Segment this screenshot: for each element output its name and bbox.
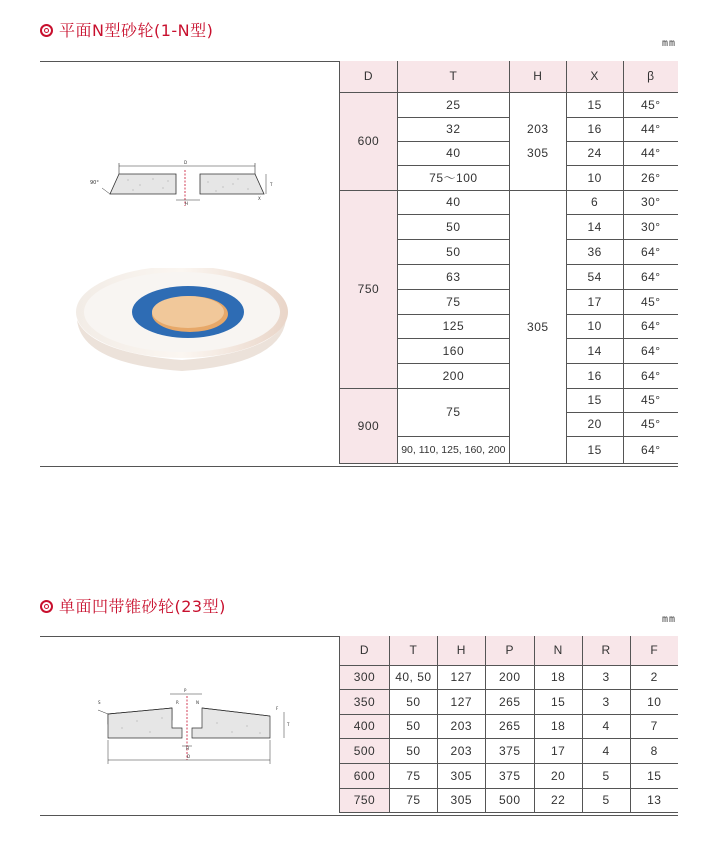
cell-X: 15: [566, 92, 623, 117]
section1-wheel-diagram: [88, 160, 282, 208]
table-row: [340, 665, 679, 689]
table-row: [340, 788, 679, 812]
cell-D: 750: [340, 788, 390, 812]
cell-beta: 64°: [623, 314, 678, 338]
cell-beta: 64°: [623, 264, 678, 289]
cell-beta: 64°: [623, 363, 678, 388]
cell-P: 265: [485, 714, 534, 738]
cell-R: 3: [582, 665, 630, 689]
header-beta: β: [623, 61, 678, 92]
cell-beta: 64°: [623, 239, 678, 264]
svg-text:X: X: [258, 196, 261, 201]
section1-bottom-rule: [40, 466, 678, 467]
svg-text:S: S: [98, 700, 101, 705]
cell-N: 20: [534, 763, 582, 788]
svg-text:R: R: [176, 700, 179, 705]
svg-text:T: T: [287, 722, 290, 727]
cell-T: 75～100: [397, 165, 509, 190]
cell-N: 18: [534, 714, 582, 738]
cell-P: 375: [485, 763, 534, 788]
cell-P: 265: [485, 689, 534, 714]
cell-X: 36: [566, 239, 623, 264]
svg-text:P: P: [184, 688, 187, 693]
cell-H: 203 305: [509, 92, 566, 190]
angle-label: 90°: [90, 180, 99, 186]
cell-T: 40, 50: [389, 665, 437, 689]
double-circle-icon: [40, 600, 53, 613]
header-N: N: [534, 636, 582, 665]
section2-unit: mm: [661, 614, 676, 625]
section1-title: 平面N型砂轮(1-N型): [40, 18, 213, 41]
cell-T: 50: [397, 214, 509, 239]
svg-text:F: F: [276, 706, 279, 711]
cell-R: 5: [582, 763, 630, 788]
cell-D: 500: [340, 738, 390, 763]
section1-unit: mm: [661, 38, 676, 49]
cell-beta: 45°: [623, 412, 678, 436]
cell-T: 125: [397, 314, 509, 338]
cell-F: 7: [630, 714, 678, 738]
cell-R: 4: [582, 738, 630, 763]
header-X: X: [566, 61, 623, 92]
cell-H: 305: [437, 763, 485, 788]
header-H: H: [509, 61, 566, 92]
svg-text:T: T: [270, 182, 273, 187]
cell-X: 15: [566, 388, 623, 412]
cell-T: 160: [397, 338, 509, 363]
cell-N: 17: [534, 738, 582, 763]
cell-X: 24: [566, 141, 623, 165]
cell-D: 600: [340, 92, 398, 190]
cell-T: 75: [389, 763, 437, 788]
table-row: [340, 738, 679, 763]
table-row: [340, 92, 679, 117]
cell-beta: 26°: [623, 165, 678, 190]
cell-T: 50: [389, 738, 437, 763]
cell-beta: 44°: [623, 141, 678, 165]
cell-X: 54: [566, 264, 623, 289]
header-H: H: [437, 636, 485, 665]
cell-T: 75: [389, 788, 437, 812]
double-circle-icon: [40, 24, 53, 37]
cell-X: 16: [566, 363, 623, 388]
cell-T: 40: [397, 141, 509, 165]
table-row: [340, 689, 679, 714]
cell-N: 15: [534, 689, 582, 714]
cell-T: 50: [389, 714, 437, 738]
cell-D: 600: [340, 763, 390, 788]
cell-P: 375: [485, 738, 534, 763]
cell-beta: 44°: [623, 117, 678, 141]
cell-N: 22: [534, 788, 582, 812]
cell-F: 15: [630, 763, 678, 788]
table-row: [340, 388, 679, 412]
table-row: [340, 763, 679, 788]
section2-wheel-diagram: [92, 688, 296, 768]
cell-T: 40: [397, 190, 509, 214]
table-header-row: [340, 636, 679, 665]
cell-T: 75: [397, 289, 509, 314]
header-P: P: [485, 636, 534, 665]
cell-H: 305: [437, 788, 485, 812]
cell-T: 50: [389, 689, 437, 714]
cell-T: 32: [397, 117, 509, 141]
table-row: [340, 190, 679, 214]
dim-D-label: D: [184, 160, 188, 165]
cell-X: 14: [566, 214, 623, 239]
section2-spec-table: [339, 636, 678, 813]
cell-F: 8: [630, 738, 678, 763]
cell-H: 127: [437, 665, 485, 689]
header-D: D: [340, 636, 390, 665]
cell-X: 17: [566, 289, 623, 314]
cell-D: 400: [340, 714, 390, 738]
cell-beta: 64°: [623, 338, 678, 363]
cell-H: 203: [437, 738, 485, 763]
cell-H: 127: [437, 689, 485, 714]
cell-beta: 30°: [623, 214, 678, 239]
cell-D: 750: [340, 190, 398, 388]
cell-beta: 45°: [623, 388, 678, 412]
svg-text:H: H: [186, 746, 190, 751]
cell-R: 4: [582, 714, 630, 738]
header-F: F: [630, 636, 678, 665]
cell-X: 14: [566, 338, 623, 363]
cell-F: 10: [630, 689, 678, 714]
cell-T: 200: [397, 363, 509, 388]
cell-F: 2: [630, 665, 678, 689]
svg-text:H: H: [185, 201, 189, 206]
cell-D: 300: [340, 665, 390, 689]
cell-N: 18: [534, 665, 582, 689]
cell-X: 10: [566, 165, 623, 190]
header-T: T: [389, 636, 437, 665]
section1-spec-table: [339, 61, 678, 464]
cell-T: 63: [397, 264, 509, 289]
header-D: D: [340, 61, 398, 92]
cell-R: 5: [582, 788, 630, 812]
svg-text:N: N: [196, 700, 199, 705]
cell-R: 3: [582, 689, 630, 714]
table-row: [340, 714, 679, 738]
header-R: R: [582, 636, 630, 665]
cell-D: 900: [340, 388, 398, 463]
cell-H: 203: [437, 714, 485, 738]
cell-T: 75: [397, 388, 509, 436]
cell-F: 13: [630, 788, 678, 812]
cell-beta: 64°: [623, 436, 678, 463]
cell-X: 15: [566, 436, 623, 463]
cell-T: 90, 110, 125, 160, 200: [397, 436, 509, 463]
section1-wheel-photo: [72, 268, 294, 384]
header-T: T: [397, 61, 509, 92]
table-header-row: [340, 61, 679, 92]
cell-X: 10: [566, 314, 623, 338]
section2-bottom-rule: [40, 815, 678, 816]
svg-text:D: D: [187, 754, 191, 759]
cell-H: 305: [509, 190, 566, 463]
cell-X: 16: [566, 117, 623, 141]
cell-P: 200: [485, 665, 534, 689]
section2-title: 单面凹带锥砂轮(23型): [40, 594, 226, 617]
cell-D: 350: [340, 689, 390, 714]
cell-beta: 45°: [623, 92, 678, 117]
cell-T: 25: [397, 92, 509, 117]
cell-T: 50: [397, 239, 509, 264]
cell-beta: 30°: [623, 190, 678, 214]
cell-X: 20: [566, 412, 623, 436]
cell-P: 500: [485, 788, 534, 812]
cell-X: 6: [566, 190, 623, 214]
cell-beta: 45°: [623, 289, 678, 314]
